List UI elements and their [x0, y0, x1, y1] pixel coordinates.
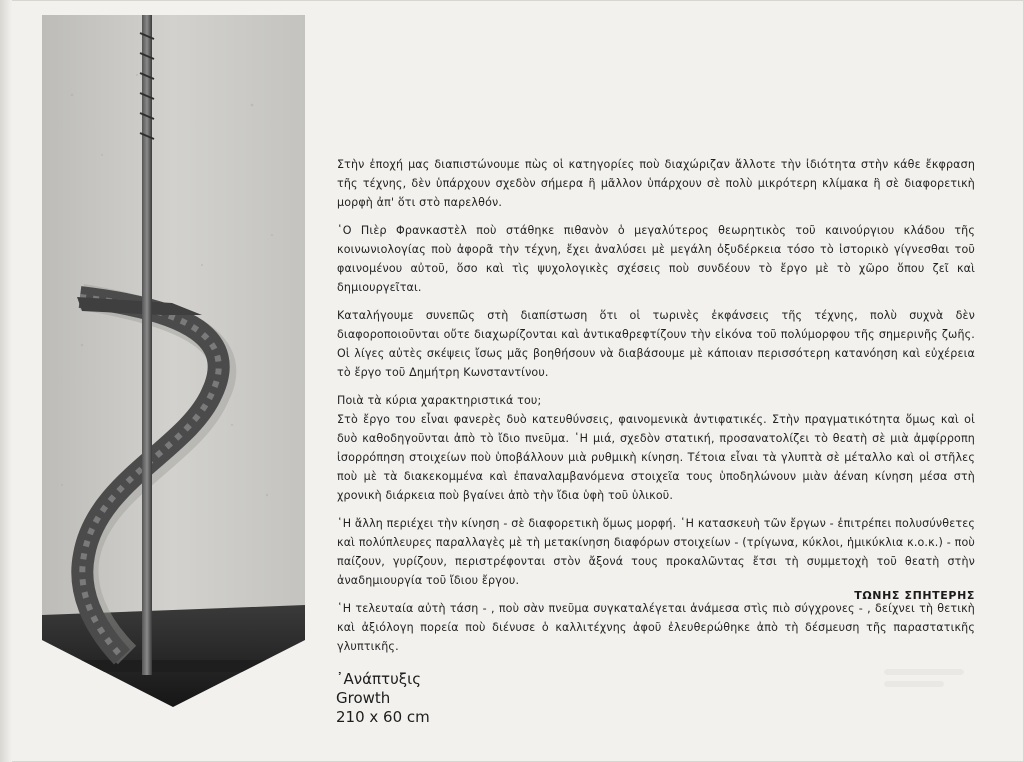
show-through-marks [884, 663, 994, 703]
essay-author: ΤΩΝΗΣ ΣΠΗΤΕΡΗΣ [854, 589, 975, 602]
essay-paragraph: Καταλήγουμε συνεπῶς στὴ διαπίστωση ὅτι οἱ τωρινὲς ἐκφάνσεις τῆς τέχνης, πολὺ συχνὰ δὲν διαφοροποιοῦνται οὔτε διαχωρίζονται καὶ ἀντικαθρεφτίζουν τὴν εἰκόνα τοῦ πολύμορφου τῆς σημερινῆς ζωῆς. Οἱ λίγες αὐτὲς σκέψεις ἴσως μᾶς βοηθήσουν νὰ διαβάσουμε μὲ κάποιαν περισσότερη κατανόηση καὶ εὐχέρεια τὸ ἔργο τοῦ Δημήτρη Κωνσταντίνου. [337, 309, 975, 379]
essay-paragraph: Στὸ ἔργο του εἶναι φανερὲς δυὸ κατευθύνσεις, φαινομενικὰ ἀντιφατικές. Στὴν πραγματικότητα ὅμως καὶ οἱ δυὸ καθοδηγοῦνται ἀπὸ τὸ ἴδιο πνεῦμα. ῾Η μιά, σχεδὸν στατική, προσανατολίζει τὸ θεατὴ σὲ μιὰ ἀμφίρροπη ἰσορρόπηση στοιχείων ποὺ ὑποβάλλουν μιὰ ρυθμικὴ κίνηση. Τέτοια εἶναι τὰ γλυπτὰ σὲ μέταλλο καὶ οἱ στῆλες ποὺ μὲ τὰ διακεκομμένα καὶ ἐπαναλαμβανόμενα στοιχεῖα τους ὑποδηλώνουν μιὰν ἀέναη κίνηση μέσα στὴ χρονικὴ διάρκεια ποὺ βγαίνει ἀπὸ τὴν ἴδια ὑφὴ τοῦ ὑλικοῦ. [337, 413, 975, 502]
artwork-caption [336, 670, 430, 727]
sculpture-photograph [42, 15, 305, 707]
essay-paragraph: Στὴν ἐποχή μας διαπιστώνουμε πὼς οἱ κατηγορίες ποὺ διαχώριζαν ἄλλοτε τὴν ἰδιότητα στὴν κάθε ἔκφραση τῆς τέχνης, δὲν ὑπάρχουν σχεδὸν σήμερα ἢ μᾶλλον ὑπάρχουν σὲ πολὺ μικρότερη κλίμακα ἢ σὲ διαφορετικὴ μορφὴ ἀπ' ὅτι στὸ παρελθόν. [337, 158, 975, 209]
artwork-title-greek: ᾿Ανάπτυξις [336, 670, 422, 688]
artwork-dimensions: 210 x 60 cm [336, 708, 430, 726]
essay-paragraph: ῾Η τελευταία αὐτὴ τάση - , ποὺ σὰν πνεῦμα συγκαταλέγεται ἀνάμεσα στὶς πιὸ σύγχρονες - , δείχνει τὴ θετικὴ καὶ ἀξιόλογη πορεία ποὺ διένυσε ὁ καλλιτέχνης ἀφοῦ ἐλευθερώθηκε ἀπὸ τὴ δέσμευση τῆς παραστατικῆς γλυπτικῆς. [337, 602, 975, 653]
page-fold-shadow [0, 0, 12, 762]
essay-paragraph: ῾Η ἄλλη περιέχει τὴν κίνηση - σὲ διαφορετικὴ ὅμως μορφή. ῾Η κατασκευὴ τῶν ἔργων - ἐπιτρέπει πολυσύνθετες καὶ πολύπλευρες παραλλαγὲς μὲ τὴ μετακίνηση διαφόρων στοιχείων - (τρίγωνα, κύκλοι, ἡμικύκλια κ.ο.κ.) - ποὺ παίζουν, γυρίζουν, περιστρέφονται στὸν ἄξονά τους προκαλῶντας ἔτσι τὴ συμμετοχὴ τοῦ θεατὴ στὴν ἀναδημιουργία τοῦ ἴδιου ἔργου. [337, 517, 975, 587]
essay-paragraph: ῾Ο Πιὲρ Φρανκαστὲλ ποὺ στάθηκε πιθανὸν ὁ μεγαλύτερος θεωρητικὸς τοῦ καινούργιου κλάδου τῆς κοινωνιολογίας ποὺ ἀφορᾶ τὴν τέχνη, ἔχει ἀναλύσει μὲ μεγάλη ὀξυδέρκεια τόσο τὸ ἱστορικὸ γίγνεσθαι τοῦ φαινομένου αὐτοῦ, ὅσο καὶ τὶς ψυχολογικὲς σχέσεις ποὺ συνδέουν τὸ ἔργο μὲ τὸ χῶρο ὅπου ζεῖ καὶ δημιουργεῖται. [337, 224, 975, 294]
artwork-title-english: Growth [336, 689, 391, 707]
essay-question: Ποιὰ τὰ κύρια χαρακτηριστικά του; [337, 394, 542, 407]
